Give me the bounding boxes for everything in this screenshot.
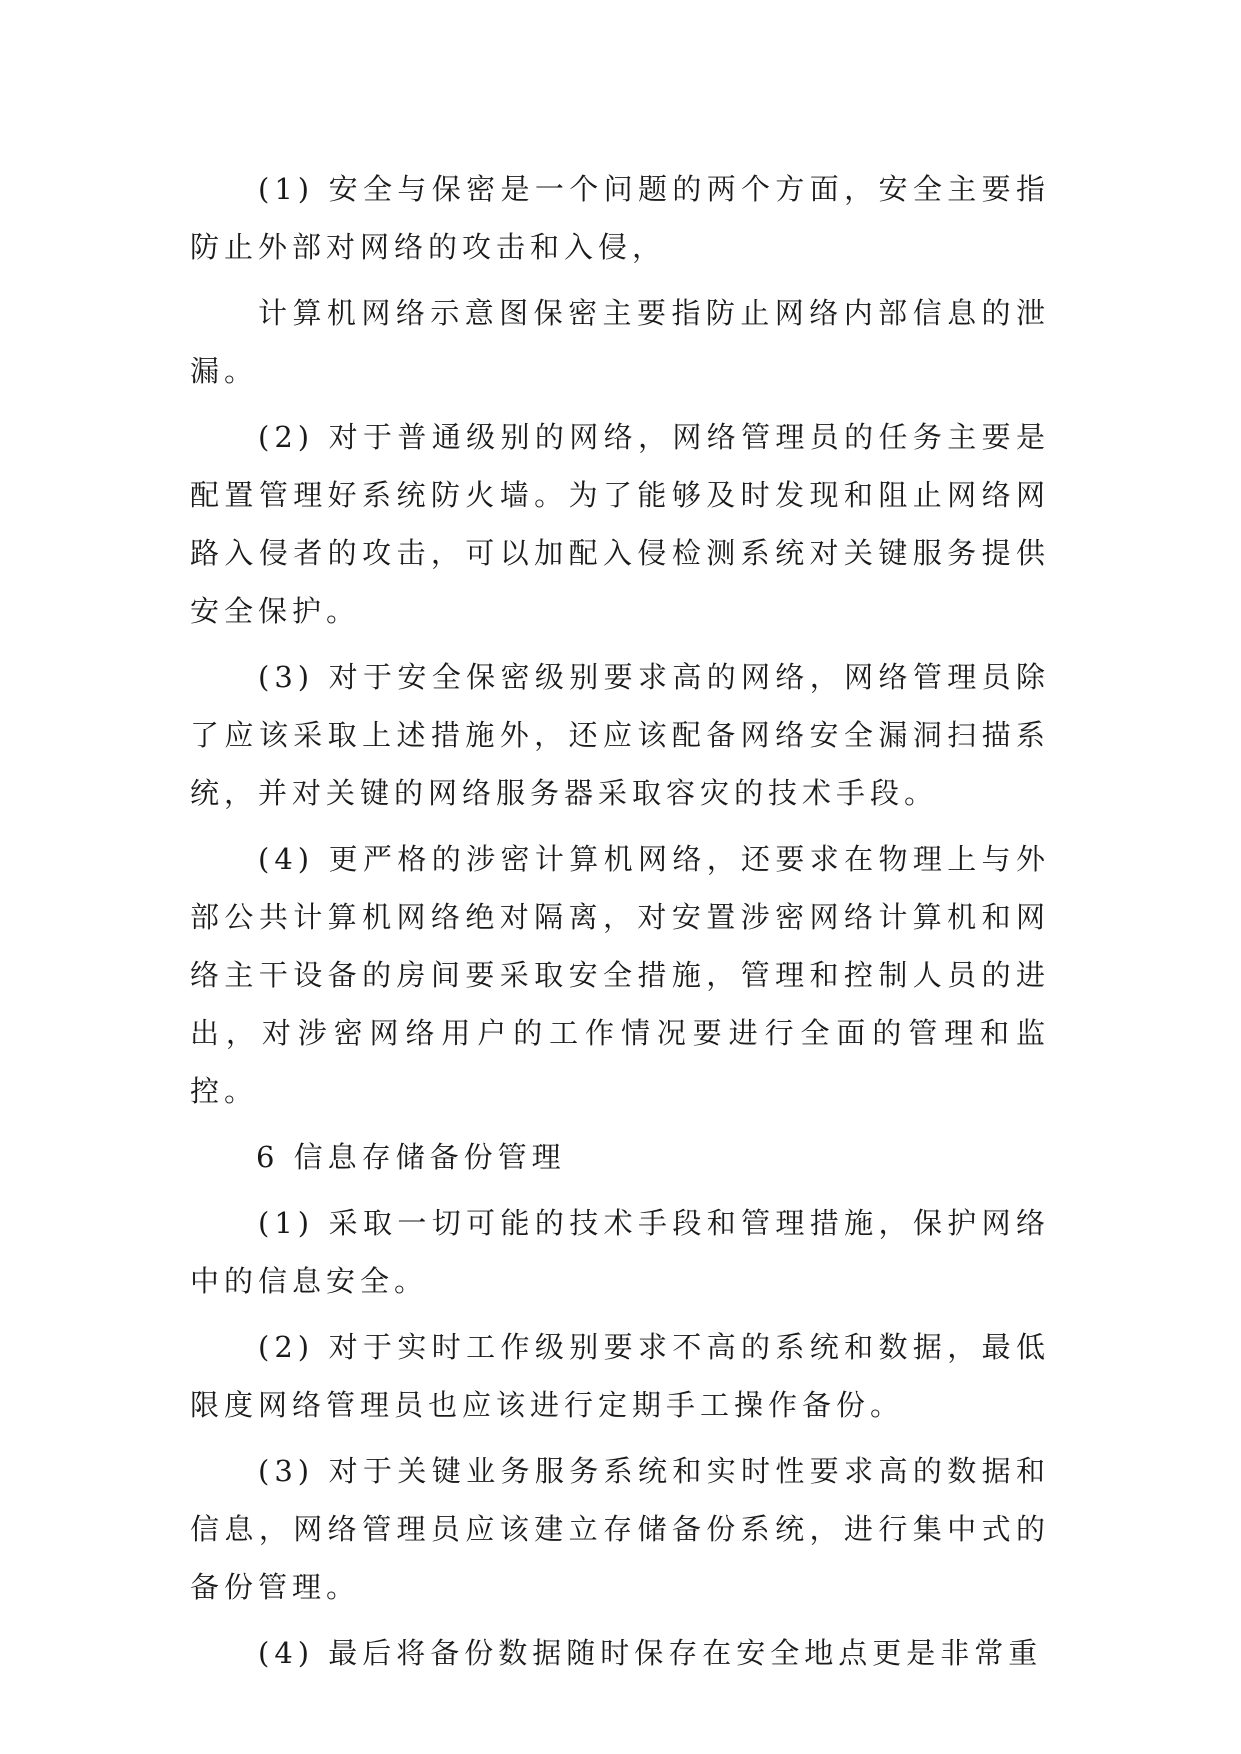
paragraph-security-3: (3) 对于安全保密级别要求高的网络，网络管理员除了应该采取上述措施外，还应该配备网络安全漏洞扫描系统，并对关键的网络服务器采取容灾的技术手段。 [190, 660, 1050, 810]
document-body [190, 160, 1050, 1690]
paragraph-backup-4: (4) 最后将备份数据随时保存在安全地点更是非常重 [258, 1636, 1043, 1670]
paragraph-backup-1: (1) 采取一切可能的技术手段和管理措施，保护网络中的信息安全。 [190, 1206, 1050, 1298]
paragraph-security-2: (2) 对于普通级别的网络，网络管理员的任务主要是配置管理好系统防火墙。为了能够及时发现和阻止网络网路入侵者的攻击，可以加配入侵检测系统对关键服务提供安全保护。 [190, 420, 1050, 628]
paragraph-security-1-cont: 计算机网络示意图保密主要指防止网络内部信息的泄漏。 [190, 296, 1050, 388]
paragraph-backup-2: (2) 对于实时工作级别要求不高的系统和数据，最低限度网络管理员也应该进行定期手工操作备份。 [190, 1330, 1050, 1422]
paragraph-backup-3: (3) 对于关键业务服务系统和实时性要求高的数据和信息，网络管理员应该建立存储备份系统，进行集中式的备份管理。 [190, 1454, 1050, 1604]
paragraph-security-1: (1) 安全与保密是一个问题的两个方面，安全主要指防止外部对网络的攻击和入侵， [190, 172, 1050, 264]
section-heading: 6 信息存储备份管理 [256, 1140, 566, 1174]
paragraph-security-4: (4) 更严格的涉密计算机网络，还要求在物理上与外部公共计算机网络绝对隔离，对安置涉密网络计算机和网络主干设备的房间要采取安全措施，管理和控制人员的进出，对涉密网络用户的工作情况要进行全面的管理和监控。 [190, 842, 1050, 1108]
